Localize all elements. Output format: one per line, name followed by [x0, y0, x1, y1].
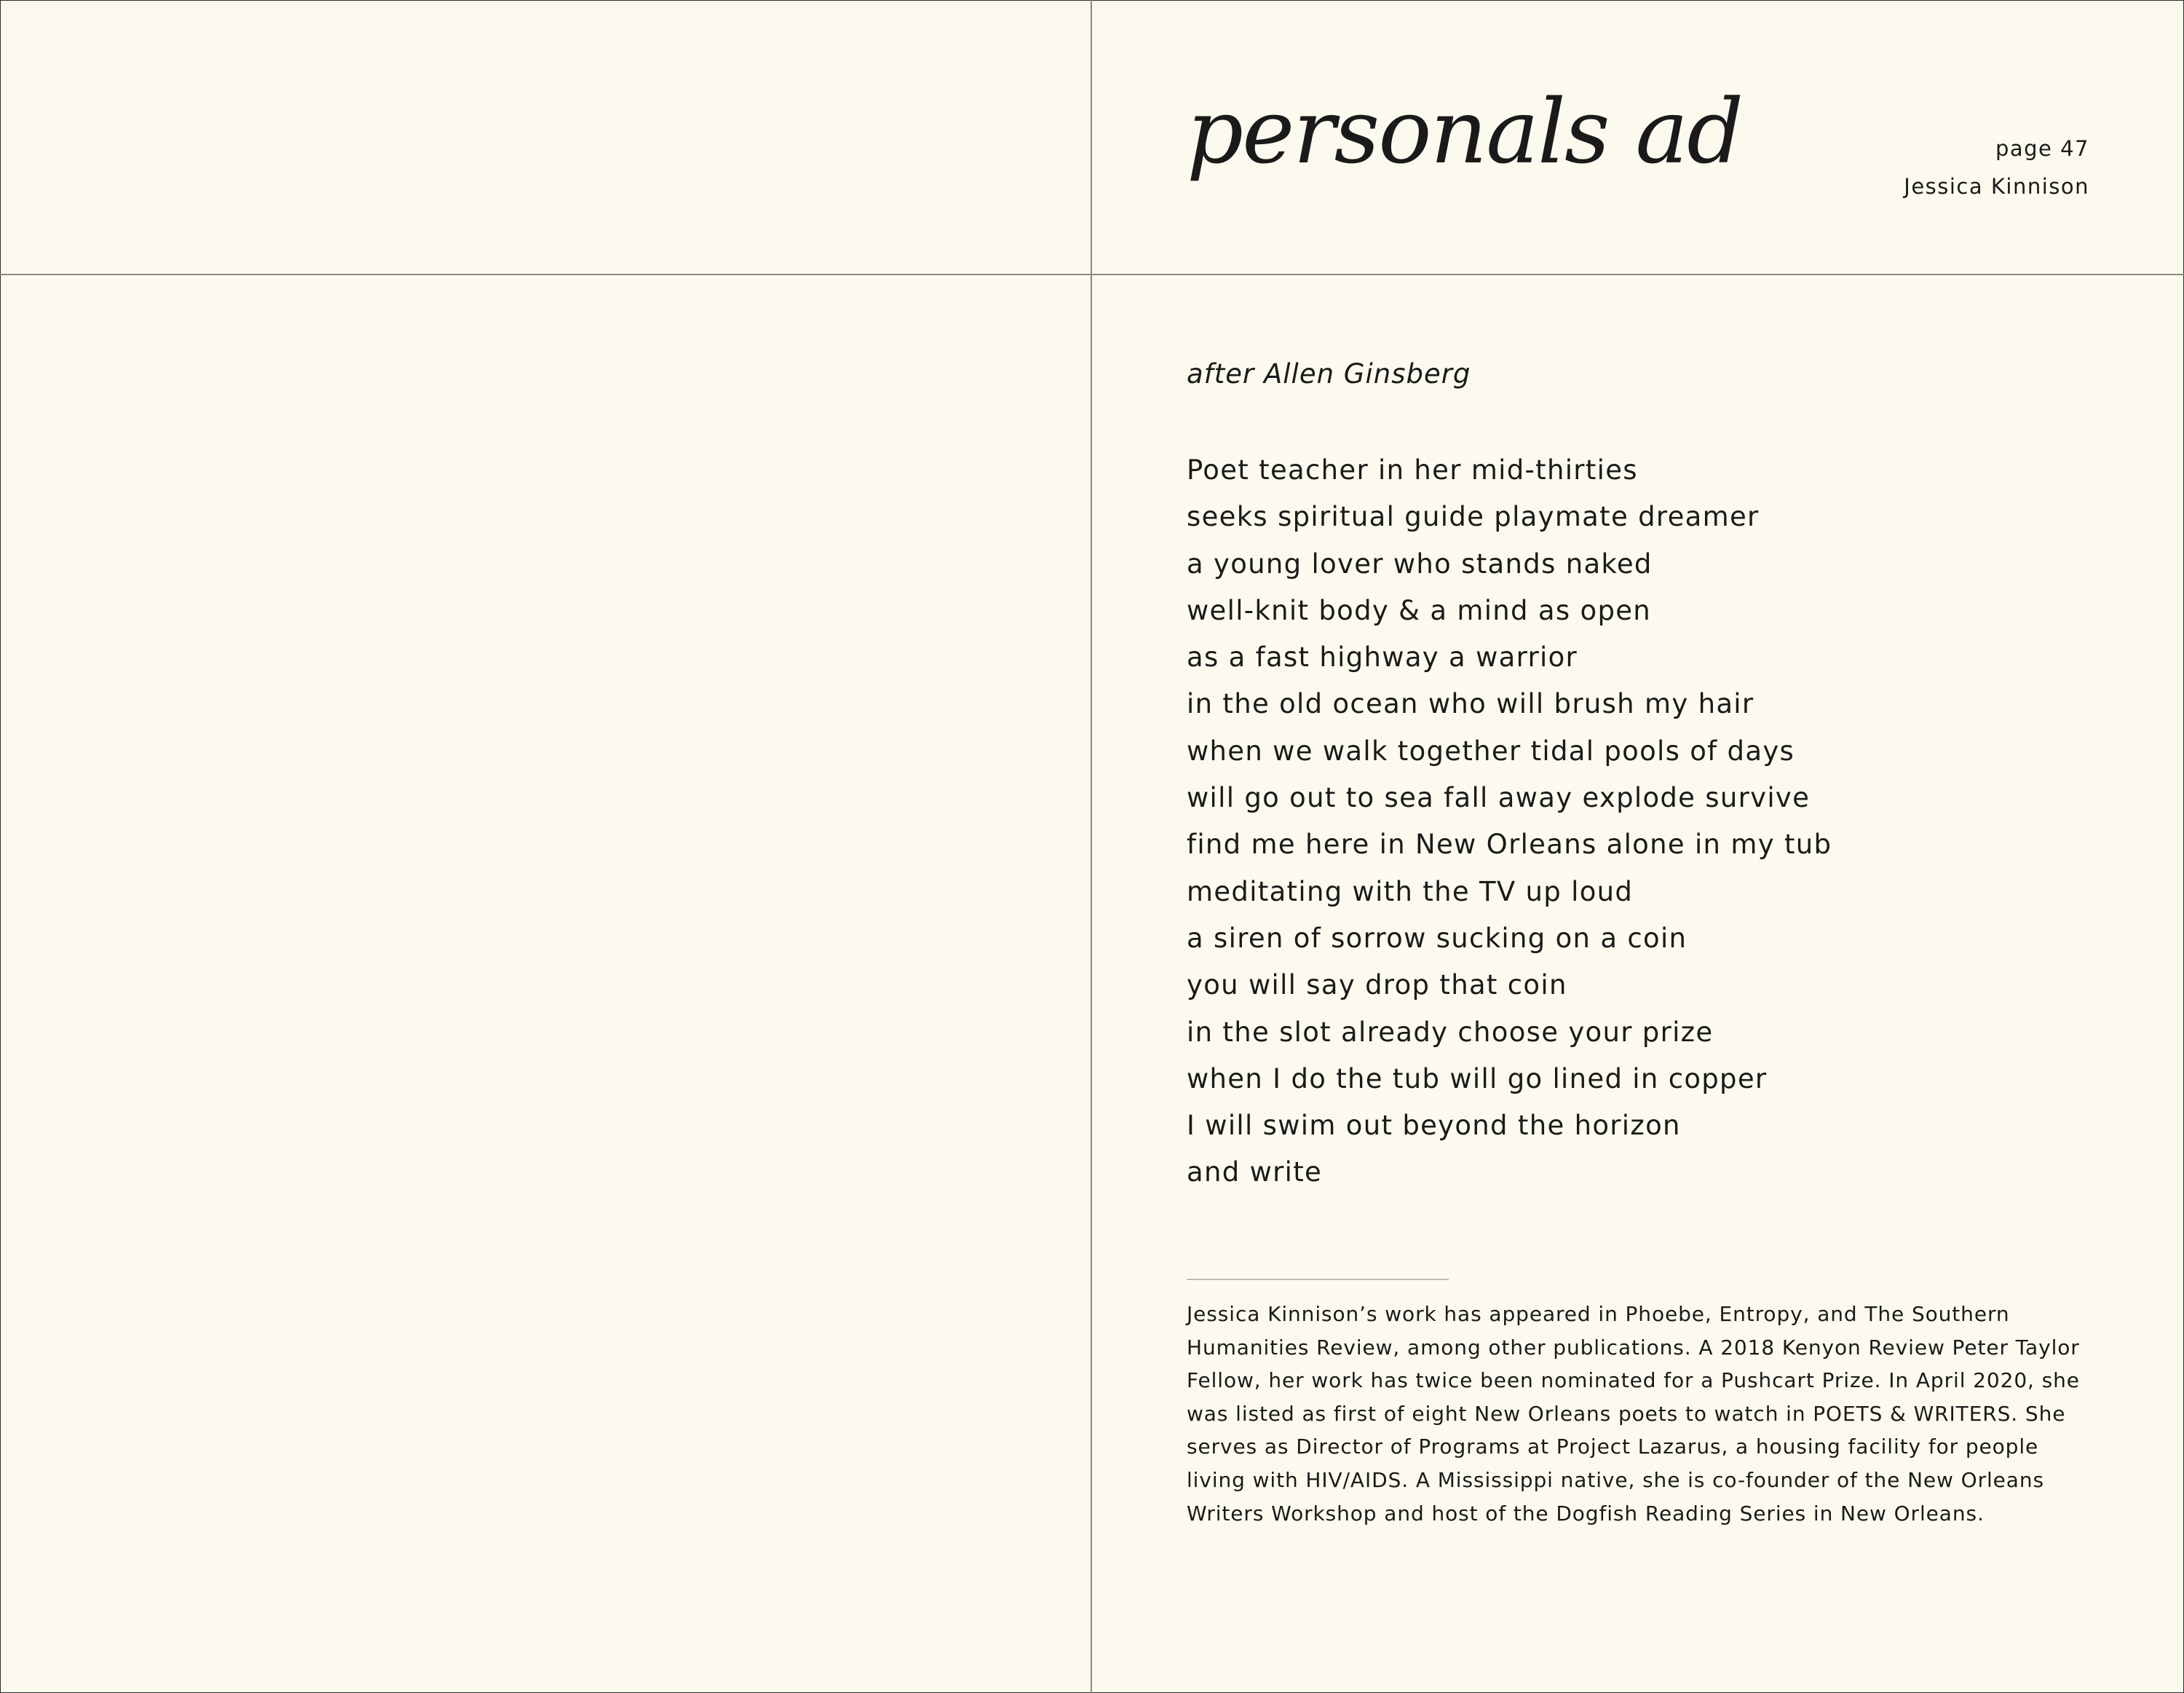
page-number: page 47 [1995, 136, 2089, 161]
poem-line: and write [1187, 1156, 1323, 1188]
poem-line: seeks spiritual guide playmate dreamer [1187, 501, 1760, 533]
poem-line: you will say drop that coin [1187, 969, 1567, 1001]
poem-line: when I do the tub will go lined in copper [1187, 1062, 1768, 1094]
poem-line: will go out to sea fall away explode survive [1187, 782, 1811, 814]
poem-line: in the slot already choose your prize [1187, 1016, 1714, 1048]
poem-line: when we walk together tidal pools of days [1187, 735, 1795, 767]
poem-title: personals ad [1187, 80, 1743, 183]
poem-line: meditating with the TV up loud [1187, 875, 1634, 907]
poem-line: a young lover who stands naked [1187, 548, 1653, 580]
poem-line: Poet teacher in her mid-thirties [1187, 454, 1638, 486]
author-name: Jessica Kinnison [1904, 174, 2089, 199]
author-bio: Jessica Kinnison’s work has appeared in Phoebe, Entropy, and The Southern Humanities Review, among other publications. A 2018 Kenyon Review Peter Taylor Fellow, her work has twice been nominated for a Pushcart Prize. In April 2020, she was listed as first of eight New Orleans poets to watch in POETS & WRITERS. She serves as Director of Programs at Project Lazarus, a housing facility for people living with HIV/AIDS. A Mississippi native, she is co-founder of the New Orleans Writers Workshop and host of the Dogfish Reading Series in New Orleans. [1187, 1302, 2080, 1526]
poem-line: in the old ocean who will brush my hair [1187, 688, 1754, 720]
poem-line: a siren of sorrow sucking on a coin [1187, 922, 1688, 954]
left-page-blank [0, 0, 1091, 1693]
right-page [1092, 0, 2184, 1693]
epigraph: after Allen Ginsberg [1187, 358, 1471, 390]
poem-line: well-knit body & a mind as open [1187, 594, 1652, 626]
page-meta [1904, 130, 2089, 205]
poem-body [1187, 447, 1832, 1196]
poem-line: as a fast highway a warrior [1187, 642, 1578, 674]
poem-line: find me here in New Orleans alone in my tub [1187, 829, 1832, 861]
bio-divider [1187, 1279, 1449, 1280]
poem-line: I will swim out beyond the horizon [1187, 1110, 1681, 1142]
